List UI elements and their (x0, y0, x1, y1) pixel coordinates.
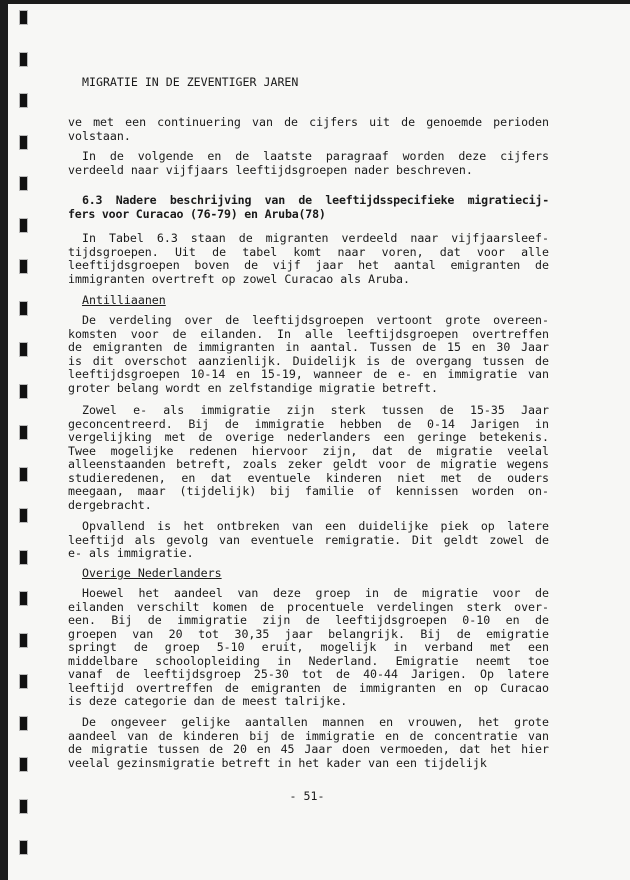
binding-hole (19, 674, 28, 689)
binding-hole (19, 840, 28, 855)
binding-hole (19, 716, 28, 731)
text-line: e- als immigratie. (68, 547, 194, 560)
binding-hole (19, 135, 28, 150)
text-line: De ongeveer gelijke aantallen mannen en vrouwen, het grote (82, 716, 549, 729)
paragraph (68, 587, 549, 709)
binding-hole (19, 633, 28, 648)
text-line: veelal gezinsmigratie betreft in het kader van een tijdelijk (68, 756, 487, 770)
binding-hole (19, 757, 28, 772)
text-line: komsten voor de eilanden. In alle leeftijdsgroepen overtreffen (68, 327, 549, 341)
text-line: geconcentreerd. Bij de immigratie hebben de 0-14 Jarigen in (68, 417, 549, 431)
text-line: dergebracht. (68, 498, 152, 512)
paragraph (68, 404, 549, 512)
binding-hole (19, 425, 28, 440)
paragraph (68, 232, 549, 286)
text-line: ve met een continuering van de cijfers uit de genoemde perioden (68, 116, 549, 129)
text-line: vanaf de leeftijdsgroep 25-30 tot de 40-44 Jarigen. Op latere (68, 668, 549, 681)
text-line: de migratie tussen de 20 en 45 Jaar doen vermoeden, dat het hier (68, 743, 549, 756)
binding-hole (19, 467, 28, 482)
binding-hole (19, 342, 28, 357)
text-line: Antilliaanen (82, 294, 166, 307)
binding-hole (19, 218, 28, 233)
paragraph (68, 520, 549, 561)
text-line: fers voor Curacao (76-79) en Aruba(78) (68, 207, 326, 221)
paragraph (68, 314, 549, 395)
text-line: eilanden verschilt komen de procentuele verdelingen sterk over- (68, 600, 549, 614)
text-line: middelbare schoolopleiding in Nederland. Emigratie neemt toe (68, 654, 549, 668)
text-line: tijdsgroepen. Uit de tabel komt naar voren, dat voor alle (68, 245, 549, 259)
text-line: verdeeld naar vijfjaars leeftijdsgroepen nader beschreven. (68, 163, 473, 177)
text-line: volstaan. (68, 129, 131, 143)
text-line: aandeel van de kinderen bij de immigratie en de concentratie van (68, 729, 549, 743)
paragraph (68, 716, 549, 770)
subheading-overige-nederlanders (68, 567, 549, 584)
text-line: leeftijd overtreffen de emigranten de immigranten en op Curacao (68, 681, 549, 695)
text-line: Twee mogelijke redenen hiervoor zijn, dat de migratie veelal (68, 444, 549, 458)
binding-hole (19, 550, 28, 565)
binding-hole (19, 259, 28, 274)
text-line: alleenstaanden betreft, zoals zeker geldt voor de migratie wegens (68, 458, 549, 471)
running-header: MIGRATIE IN DE ZEVENTIGER JAREN (82, 75, 299, 89)
binding-hole (19, 384, 28, 399)
text-line: springt de groep 5-10 eruit, mogelijk in verband met een (68, 641, 549, 654)
text-line: De verdeling over de leeftijdsgroepen vertoont grote overeen- (82, 314, 549, 327)
text-line: is deze categorie dan de meest talrijke. (68, 695, 348, 708)
paragraph (68, 116, 549, 143)
text-line: leeftijd als gevolg van eventuele remigratie. Dit geldt zowel de (68, 533, 549, 547)
section-heading (68, 194, 549, 221)
page-number: - 51- (289, 789, 325, 803)
text-line: immigranten overtreft op zowel Curacao als Aruba. (68, 272, 411, 286)
paragraph (68, 150, 549, 177)
text-line: leeftijdsgroepen 10-14 en 15-19, wanneer de e- en immigratie van (68, 368, 549, 381)
text-line: 6.3 Nadere beschrijving van de leeftijdsspecifieke migratiecij- (82, 194, 549, 207)
binding-hole (19, 591, 28, 606)
binding-hole (19, 176, 28, 191)
text-line: de emigranten de immigranten in aantal. Tussen de 15 en 30 Jaar (68, 341, 549, 354)
text-line: In de volgende en de laatste paragraaf worden deze cijfers (82, 150, 549, 163)
text-line: Zowel e- als immigratie zijn sterk tussen de 15-35 Jaar (82, 404, 549, 417)
text-line: groter belang wordt en zelfstandige migratie betreft. (68, 381, 438, 395)
text-line: studieredenen, en dat eventuele kinderen niet met de ouders (68, 471, 549, 485)
binding-hole (19, 52, 28, 67)
text-line: vergelijking met de overige nederlanders een geringe betekenis. (68, 431, 549, 444)
text-line: Hoewel het aandeel van deze groep in de migratie voor de (82, 587, 549, 600)
text-line: meegaan, maar (tijdelijk) bij familie of kennissen worden on- (68, 485, 549, 498)
binding-hole (19, 301, 28, 316)
text-line: In Tabel 6.3 staan de migranten verdeeld naar vijfjaarsleef- (82, 232, 549, 245)
subheading-antilliaanen (68, 294, 549, 311)
binding-hole (19, 93, 28, 108)
text-line: groepen van 20 tot 30,35 jaar belangrijk. Bij de emigratie (68, 627, 549, 641)
binding-hole (19, 508, 28, 523)
binding-hole (19, 10, 28, 25)
text-line: een. Bij de immigratie zijn de leeftijdsgroepen 0-10 en de (68, 614, 549, 627)
text-line: leeftijdsgroepen boven de vijf jaar het aantal emigranten de (68, 259, 549, 272)
text-line: Overige Nederlanders (82, 567, 222, 580)
text-line: is dit overschot aanzienlijk. Duidelijk is de overgang tussen de (68, 354, 549, 368)
text-line: Opvallend is het ontbreken van een duidelijke piek op latere (82, 520, 549, 533)
